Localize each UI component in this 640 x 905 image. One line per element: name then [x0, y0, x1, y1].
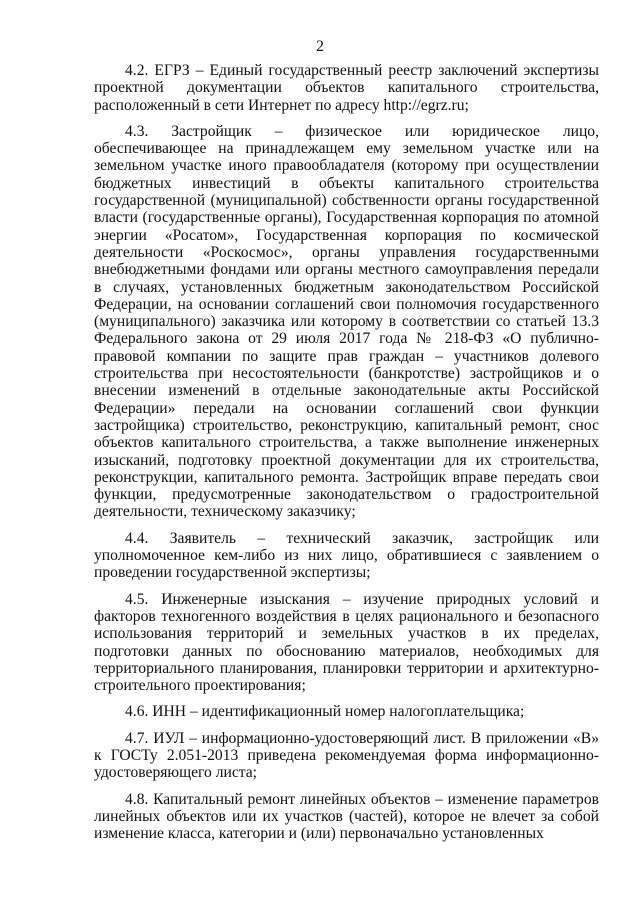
paragraph-4-2: 4.2. ЕГРЗ – Единый государственный реестр заключений экспертизы проектной документации объектов капитального строительства, расположенный в сети Интернет по адресу http://egrz.ru; [94, 62, 599, 114]
page-number: 2 [316, 38, 324, 55]
paragraph-4-5: 4.5. Инженерные изыскания – изучение природных условий и факторов техногенного воздействия в целях рационального и безопасного использования территорий и земельных участков в их пределах, подготовки данных по обоснованию материалов, необходимых для территориального планирования, планировки территории и архитектурно-строительного проектирования; [94, 590, 599, 695]
paragraph-4-4: 4.4. Заявитель – технический заказчик, застройщик или уполномоченное кем-либо из них лицо, обратившиеся с заявлением о проведении государственной экспертизы; [94, 529, 599, 582]
paragraph-4-7: 4.7. ИУЛ – информационно-удостоверяющий лист. В приложении «В» к ГОСТу 2.051-2013 приведена рекомендуемая форма информационно-удостоверяющего листа; [94, 729, 599, 782]
paragraph-4-3: 4.3. Застройщик – физическое или юридическое лицо, обеспечивающее на принадлежащем ему земельном участке или на земельном участке иного правообладателя (которому при осуществлении бюджетных инвестиций в объекты капитального строительства государственной (муниципальной) собственности органы государственной власти (государственные органы), Государственная корпорация по атомной энергии «Росатом», Государственная корпорация по космической деятельности «Роскосмос», органы управления государственными внебюджетными фондами или органы местного самоуправления передали в случаях, установленных бюджетным законодательством Российской Федерации, на основании соглашений свои полномочия государственного (муниципального) заказчика или которому в соответствии со статьей 13.3 Федерального закона от 29 июля 2017 года № 218-ФЗ «О публично-правовой компании по защите прав граждан – участников долевого строительства при несостоятельности (банкротстве) застройщиков и о внесении изменений в отдельные законодательные акты Российской Федерации» передали на основании соглашений свои функции застройщика) строительство, реконструкцию, капитальный ремонт, снос объектов капитального строительства, а также выполнение инженерных изысканий, подготовку проектной документации для их строительства, реконструкции, капитального ремонта. Застройщик вправе передать свои функции, предусмотренные законодательством о градостроительной деятельности, техническому заказчику; [94, 122, 599, 521]
document-body [94, 62, 599, 851]
paragraph-4-8: 4.8. Капитальный ремонт линейных объектов – изменение параметров линейных объектов или их участков (частей), которое не влечет за собой изменение класса, категории и (или) первоначально установленных [94, 790, 599, 843]
paragraph-4-6: 4.6. ИНН – идентификационный номер налогоплательщика; [125, 703, 525, 721]
